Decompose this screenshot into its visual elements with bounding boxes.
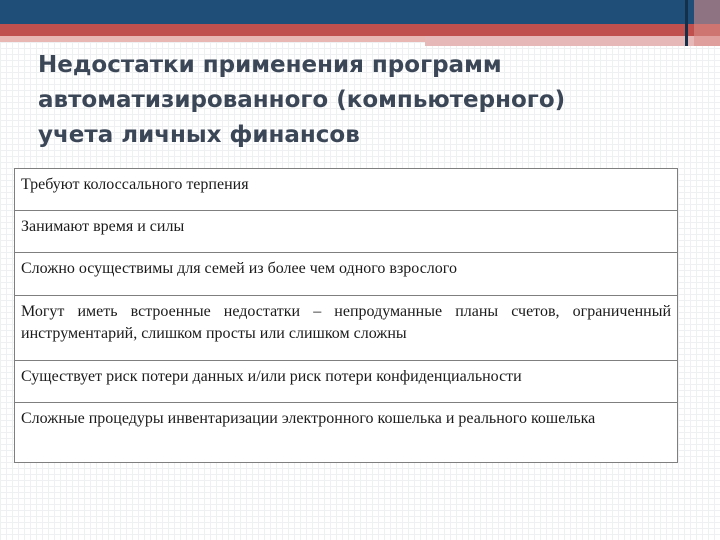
drawback-item-time: Занимают время и силы — [14, 210, 678, 253]
drawback-item-built-in-flaws: Могут иметь встроенные недостатки – непродуманные планы счетов, ограниченный инструментарий, слишком просты или слишком сложны — [14, 295, 678, 361]
header-accent-line — [685, 0, 688, 46]
slide-title-line-1: Недостатки применения программ — [38, 52, 502, 78]
drawback-item-family: Сложно осуществимы для семей из более чем одного взрослого — [14, 252, 678, 296]
drawback-item-data-loss: Существует риск потери данных и/или риск потери конфиденциальности — [14, 360, 678, 403]
drawback-item-patience: Требуют колоссального терпения — [14, 168, 678, 211]
header-bar-red — [0, 24, 720, 36]
slide-title-line-3: учета личных финансов — [38, 122, 360, 148]
header-bar-blue — [0, 0, 720, 24]
drawback-item-inventory: Сложные процедуры инвентаризации электронного кошелька и реального кошелька — [14, 402, 678, 463]
slide-title-line-2: автоматизированного (компьютерного) — [38, 87, 566, 113]
drawbacks-list — [14, 168, 678, 463]
header-side-pink — [425, 36, 720, 46]
slide-title — [38, 48, 678, 153]
header-accent-block — [694, 0, 720, 46]
